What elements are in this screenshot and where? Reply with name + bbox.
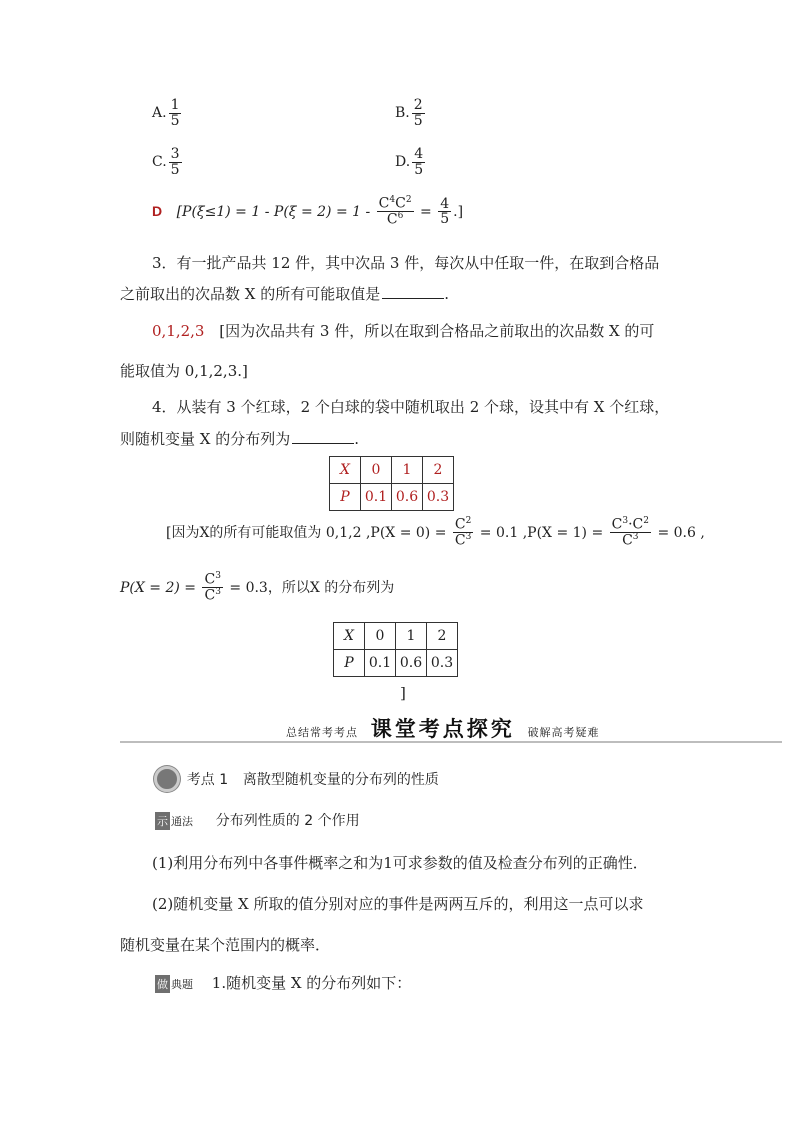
table-cell: 0.6	[396, 650, 427, 677]
p1-num: $C^3\cdot C^2$	[611, 516, 649, 533]
table-row	[334, 623, 458, 650]
table-cell: 0	[365, 623, 396, 650]
p2-fraction	[202, 572, 222, 604]
table-cell: 0.3	[423, 484, 454, 511]
answer-blank	[382, 297, 444, 299]
method-tag	[155, 812, 193, 830]
q4-explain-a: [因为X的所有可能取值为 0,1,2 ,P(X = 0) =	[166, 524, 447, 541]
q4-explain-e: = 0.3，所以X 的分布列为	[229, 579, 395, 596]
option-b-num: 2	[413, 97, 423, 113]
table-cell: 0.1	[365, 650, 396, 677]
table-cell: X	[330, 457, 361, 484]
option-c-num: 3	[170, 146, 180, 162]
distribution-table	[333, 622, 458, 677]
option-c-letter: C.	[152, 154, 167, 171]
table-cell: 2	[423, 457, 454, 484]
band-left-text: 总结常考考点	[286, 726, 358, 739]
q2-answer	[152, 196, 463, 228]
method-tag-box: 示	[155, 812, 170, 830]
p1-fraction	[610, 517, 651, 549]
p0-fraction	[453, 517, 473, 549]
q4-explain-line1	[166, 517, 705, 549]
option-d-letter: D.	[395, 154, 411, 171]
table-cell: P	[334, 650, 365, 677]
q4-period: .	[354, 430, 359, 448]
method-title: 分布列性质的 2 个作用	[215, 813, 360, 829]
table-cell: X	[334, 623, 365, 650]
table-cell: 1	[396, 623, 427, 650]
q3-line2-text: 之前取出的次品数 X 的所有可能取值是	[120, 285, 381, 303]
option-a-den: 5	[170, 112, 180, 129]
p2-num: $C^3$	[204, 571, 221, 588]
bullet-circle-icon	[154, 766, 180, 792]
example-heading	[155, 972, 411, 993]
table-row	[330, 484, 454, 511]
section-band	[286, 713, 600, 743]
table-row	[330, 457, 454, 484]
option-d-den: 5	[414, 161, 424, 178]
result-fraction	[438, 197, 451, 227]
option-c	[152, 147, 184, 177]
q4-explain-b: = 0.1 ,P(X = 1) =	[479, 524, 604, 541]
method-p2-line1: (2)随机变量 X 所取的值分别对应的事件是两两互斥的，利用这一点可以求	[152, 895, 644, 913]
example-tag-box: 做	[155, 975, 170, 993]
option-b	[395, 98, 427, 128]
result-num: 4	[440, 195, 450, 212]
q3-explain2: 能取值为 0,1,2,3.]	[120, 362, 248, 380]
band-divider	[120, 741, 782, 743]
table-cell: P	[330, 484, 361, 511]
q4-line1: 4．从装有 3 个红球，2 个白球的袋中随机取出 2 个球，设其中有 X 个红球，	[152, 398, 670, 416]
q3-line1: 3．有一批产品共 12 件，其中次品 3 件，每次从中任取一件，在取到合格品	[152, 254, 660, 272]
option-c-fraction	[169, 147, 182, 177]
band-title: 课堂考点探究	[370, 717, 515, 741]
method-p1: (1)利用分布列中各事件概率之和为1可求参数的值及检查分布列的正确性．	[152, 854, 648, 872]
section-title: 离散型随机变量的分布列的性质	[242, 772, 439, 788]
option-a-letter: A.	[152, 105, 167, 122]
q3-line2	[120, 283, 449, 304]
table-cell: 0.3	[427, 650, 458, 677]
section-label: 考点 1	[186, 772, 229, 788]
method-heading	[155, 810, 360, 830]
example-tag	[155, 975, 193, 993]
option-d-fraction	[412, 147, 425, 177]
p0-num: $C^2$	[454, 516, 472, 533]
q3-period: .	[444, 285, 449, 303]
answer-expr: [P(ξ≤1) = 1 - P(ξ = 2) = 1 -	[176, 203, 371, 220]
answer-blank-2	[292, 442, 354, 444]
table-cell: 1	[392, 457, 423, 484]
q4-close-bracket: ]	[400, 684, 406, 702]
p0-den: $C^3$	[454, 532, 472, 549]
answer-label: D	[152, 202, 163, 219]
equals: =	[420, 203, 432, 220]
option-a	[152, 98, 183, 128]
band-right-text: 破解高考疑难	[527, 726, 600, 739]
q4-explain-d: P(X = 2) =	[120, 579, 197, 596]
example-tag-text: 典题	[171, 978, 193, 991]
p1-den: $C^3$	[622, 532, 639, 549]
table-row	[334, 650, 458, 677]
example-text: 1.随机变量 X 的分布列如下：	[211, 974, 412, 992]
p2-den: $C^3$	[204, 587, 221, 604]
q4-line2-text: 则随机变量 X 的分布列为	[120, 430, 291, 448]
table-cell: 0	[361, 457, 392, 484]
table-cell: 0.6	[392, 484, 423, 511]
option-b-letter: B.	[395, 105, 410, 122]
table-cell: 2	[427, 623, 458, 650]
frac-den-c: C	[386, 212, 398, 228]
method-tag-text: 通法	[171, 815, 193, 828]
option-a-fraction	[169, 98, 182, 128]
q3-explain1: [因为次品共有 3 件，所以在取到合格品之前取出的次品数 X 的可	[219, 322, 655, 340]
option-a-num: 1	[170, 97, 180, 113]
answer-close: .]	[453, 203, 464, 220]
q4-explain-c: = 0.6 ,	[657, 524, 705, 541]
combination-fraction	[377, 196, 414, 228]
q3-answer: 0,1,2,3	[152, 322, 205, 340]
option-d	[395, 147, 427, 177]
option-d-num: 4	[414, 146, 424, 162]
answer-distribution-table	[329, 456, 454, 511]
option-b-fraction	[412, 98, 425, 128]
section-header	[154, 766, 439, 792]
table-cell: 0.1	[361, 484, 392, 511]
q4-explain-line2	[120, 572, 394, 604]
option-b-den: 5	[413, 112, 423, 129]
q4-line2	[120, 428, 359, 449]
q3-explain	[152, 320, 654, 341]
frac-num: $C^4C^2$	[378, 195, 412, 212]
option-c-den: 5	[170, 161, 180, 178]
method-p2-line2: 随机变量在某个范围内的概率．	[120, 936, 331, 954]
result-den: 5	[440, 211, 450, 228]
frac-num-c: C	[378, 195, 390, 212]
frac-den: $C^6$	[386, 211, 404, 228]
